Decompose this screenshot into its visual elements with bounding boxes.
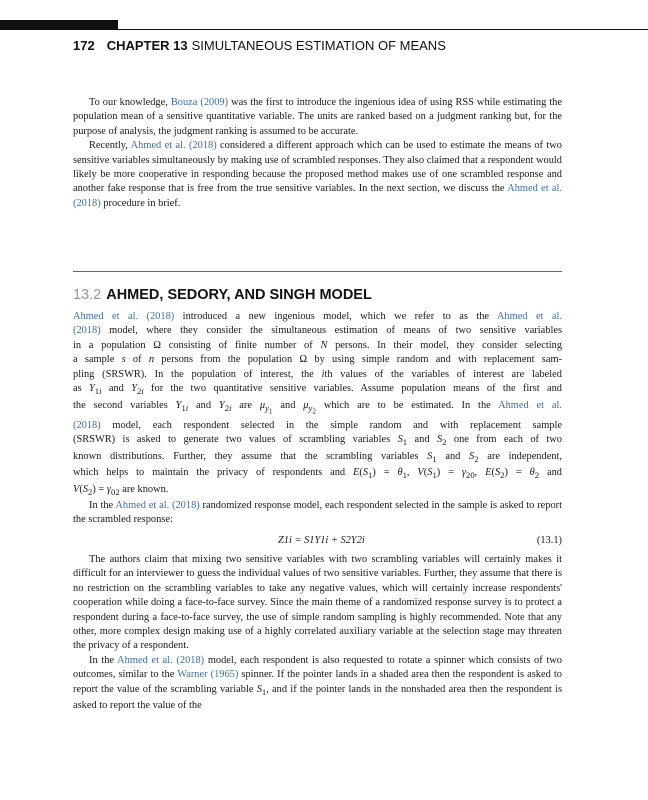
citation-link[interactable]: Ahmed et al. xyxy=(498,399,562,411)
page-number: 172 xyxy=(73,38,95,53)
paragraph: To our knowledge, Bouza (2009) was the first to introduce the ingenious idea of using RSS while estimating the population mean of a sensitive quantitative variable. The units are ranked based on a judgment ranking but, for the purpose of analysis, the judgment ranking is assumed to be accurate. xyxy=(73,97,562,137)
header-rule xyxy=(0,29,648,30)
chapter-title: SIMULTANEOUS ESTIMATION OF MEANS xyxy=(191,38,446,53)
paragraph: The authors claim that mixing two sensitive variables with two scrambling variables will certainly makes it difficult for an interviewer to guess the individual values of two sensitive variables. Further, they assume that there is no restriction on the scrambling variables to take any negative values, which will certainly increase respondents' cooperation while doing a face-to-face survey. Since the main theme of a randomized response survey is to protect a respondent during a face-to-face survey, the use of simple random sampling is highly recommended. Note that any other, more complex design making use of a highly correlated auxiliary variable at the selection stage may threaten the privacy of a respondent. xyxy=(73,553,562,652)
equation-number: (13.1) xyxy=(536,534,562,546)
running-header xyxy=(73,38,446,53)
equation xyxy=(73,532,562,551)
citation-link[interactable]: Warner (1965) xyxy=(177,669,239,681)
citation-link[interactable]: (2018) xyxy=(73,419,101,431)
paragraph: Recently, Ahmed et al. (2018) considered a different approach which can be used to estimate the means of two sensitive variables simultaneously by making use of scrambled responses. They also claimed that a respondent would likely be more cooperative in responding because the proposed method makes use of one scrambled response and another fake response that is free from the true sensitive variables. In the next section, we discuss the Ahmed et al. (2018) procedure in brief. xyxy=(73,140,562,209)
citation-link[interactable]: (2018) xyxy=(73,325,101,337)
intro-text xyxy=(73,96,562,211)
section-heading xyxy=(73,287,372,303)
citation-link[interactable]: Bouza (2009) xyxy=(170,97,229,108)
paragraph: Ahmed et al. (2018) introduced a new ingenious model, which we refer to as the Ahmed et al. (2018) model, where they consider the simultaneous estimation of means of two sensitive variables in a population Ω consisting of finite number of N persons. In their model, they consider selecting a sample s of n persons from the population Ω by using simple random and with replacement sam- pling (SRSWR). In the population of interest, the ith values of the variables of interest are labeled as $Y_{1i}$ and $Y_{2i}$ for the two quantitative sensitive variables. Assume population means of the first and the second variables $Y_{1i}$ and $Y_{2i}$ are $\mu_{y_1}$ and $\mu_{y_2}$ which are to be estimated. In the Ahmed et al. (2018) model, each respondent selected in the simple random and with replacement sample (SRSWR) is asked to generate two values of scrambling variables $S_1$ and $S_2$ one from each of two known distributions. Further, they assume that the scrambling variables $S_1$ and $S_2$ are independent, which helps to maintain the privacy of respondents and $E(S_1) = \theta_1$, $V(S_1) = \gamma_{20}$, $E(S_2) = \theta_2$ and $V(S_2) = \gamma_{02}$ are known. xyxy=(73,311,562,497)
citation-link[interactable]: Ahmed et al. (2018) xyxy=(117,654,205,666)
equation-expression: Z1i = S1Y1i + S2Y2i xyxy=(278,534,365,546)
citation-link[interactable]: Ahmed et al. (2018) xyxy=(73,311,175,322)
section-text xyxy=(73,310,562,713)
section-rule xyxy=(73,271,562,272)
citation-link[interactable]: Ahmed et al. (2018) xyxy=(115,500,200,512)
chapter-label: CHAPTER 13 xyxy=(106,38,188,53)
citation-link[interactable]: Ahmed et al. xyxy=(496,311,562,322)
paragraph: In the Ahmed et al. (2018) randomized response model, each respondent selected in the sample is asked to report the scrambled response: xyxy=(73,500,562,526)
section-number: 13.2 xyxy=(73,287,102,303)
paragraph: In the Ahmed et al. (2018) model, each respondent is also requested to rotate a spinner which consists of two outcomes, similar to the Warner (1965) spinner. If the pointer lands in a shaded area then the respondent is asked to report the value of the scrambling variable $S_1$, and if the pointer lands in the nonshaded area then the respondent is asked to report the value of the xyxy=(73,654,562,712)
section-title: AHMED, SEDORY, AND SINGH MODEL xyxy=(106,287,372,303)
citation-link[interactable]: Ahmed et al. (2018) xyxy=(73,183,562,209)
citation-link[interactable]: Ahmed et al. (2018) xyxy=(130,140,217,152)
